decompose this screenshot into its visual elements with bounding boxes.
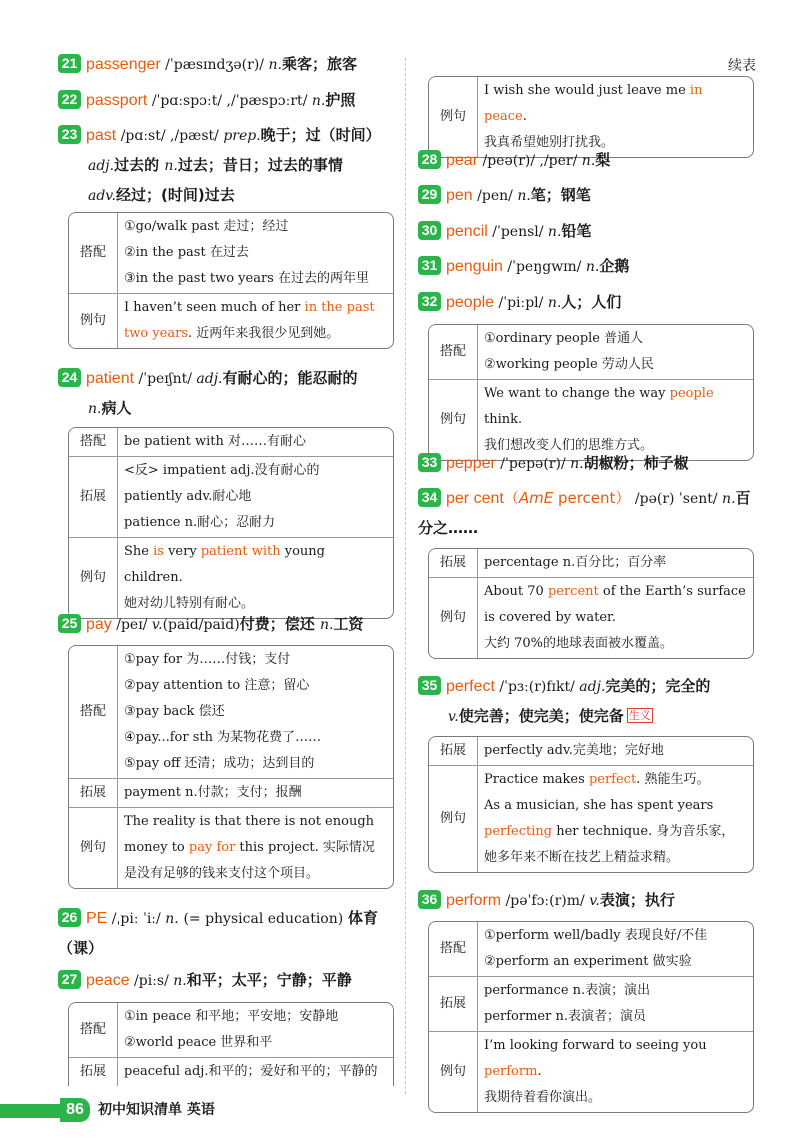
collocation: ④pay...for sth 为某物花费了……: [124, 730, 322, 745]
label-example: 例句: [69, 807, 118, 888]
phonetic: /pɑːst/ ,/pæst/: [116, 128, 224, 144]
part-of-speech: n.: [547, 295, 562, 311]
example-text: her technique. 身为音乐家，她多年来不断在技艺上精益求精。: [484, 824, 735, 865]
example-translation: 大约 70%的地球表面被水覆盖。: [484, 636, 674, 651]
collocation: ②pay attention to 注意；留心: [124, 678, 310, 693]
example-sentence: [118, 807, 393, 888]
phonetic: /ˈpensl/: [487, 224, 548, 240]
extension: payment n.付款；支付；报酬: [118, 778, 393, 807]
example-text: very: [163, 544, 201, 559]
example-text: I haven’t seen much of her: [124, 300, 305, 315]
new-meaning-tag: 生义: [628, 709, 651, 722]
column-divider: [405, 58, 406, 1094]
extension: performer n.表演者；演员: [484, 1009, 646, 1024]
entry-34-table: [428, 548, 754, 659]
example-highlight: patient with: [200, 544, 281, 559]
part-of-speech: n.: [517, 188, 531, 204]
entry-30: [418, 217, 756, 247]
example-text: As a musician, she has spent years: [484, 798, 714, 813]
extension: percentage n.百分比；百分率: [484, 555, 667, 570]
extension: performance n.表演；演出: [484, 983, 651, 998]
part-of-speech: n.: [173, 973, 187, 989]
collocation: ①go/walk past 走过；经过: [124, 219, 289, 234]
part-of-speech: v.: [151, 617, 163, 633]
phonetic: /piːs/: [129, 973, 174, 989]
variant-word: percent: [553, 489, 616, 507]
entry-35: [418, 672, 756, 732]
extension: peaceful adj.和平的；爱好和平的；平静的: [118, 1057, 393, 1086]
phonetic: /ˈpeɪʃnt/: [134, 371, 197, 387]
headword: pencil: [446, 223, 488, 240]
label-extension: 拓展: [429, 976, 478, 1031]
part-of-speech: n.: [581, 153, 596, 169]
meaning: 护照: [325, 91, 356, 109]
headword: pen: [446, 187, 473, 204]
label-example: 例句: [69, 537, 118, 618]
phonetic: /ˈpiːpl/: [494, 295, 548, 311]
part-of-speech: n.: [547, 224, 562, 240]
part-of-speech: n.: [570, 456, 584, 472]
variant-paren: （: [503, 489, 519, 507]
definition-note: (= physical education): [183, 911, 344, 927]
example-text: I’m looking forward to seeing you: [484, 1038, 707, 1053]
entry-number: 29: [418, 185, 441, 204]
example-highlight: percent: [547, 584, 599, 599]
entry-32-table: [428, 324, 754, 461]
example-text: She: [124, 544, 154, 559]
example-text: The reality is that there is not enough money to: [124, 814, 375, 855]
example-text: this project. 实际情况是没有足够的钱来支付这个项目。: [124, 840, 375, 881]
part-of-speech: prep.: [223, 128, 261, 144]
meaning: 企鹅: [599, 257, 630, 275]
example-sentence: [478, 577, 753, 658]
collocation: ②in the past 在过去: [124, 245, 249, 260]
entry-36-table: [428, 921, 754, 1113]
label-example: 例句: [429, 577, 478, 658]
label-example: 例句: [429, 765, 478, 872]
part-of-speech: v.: [589, 893, 600, 909]
entry-number: 31: [418, 256, 441, 275]
example-translation: 我们想改变人们的思维方式。: [484, 438, 654, 453]
part-of-speech: adj.: [196, 371, 223, 387]
example-sentence: [478, 765, 753, 872]
label-extension: 拓展: [69, 778, 118, 807]
entry-27: [58, 966, 396, 996]
meaning: 过去；昔日；过去的事情: [177, 156, 343, 174]
meaning: 笔；钢笔: [530, 186, 591, 204]
meaning: 病人: [101, 399, 132, 417]
example-sentence: [478, 77, 753, 157]
part-of-speech: v.: [448, 709, 459, 725]
entry-number: 35: [418, 676, 441, 695]
part-of-speech: adv.: [88, 188, 117, 204]
label-collocation: 搭配: [69, 646, 118, 778]
extension: perfectly adv.完美地；完好地: [484, 743, 664, 758]
entry-36: [418, 886, 756, 916]
label-example: 例句: [429, 379, 478, 460]
variant-label: AmE: [518, 489, 554, 507]
entry-number: 28: [418, 150, 441, 169]
collocation: ②perform an experiment 做实验: [484, 954, 692, 969]
meaning: 梨: [595, 151, 611, 169]
entry-number: 32: [418, 292, 441, 311]
phonetic: /peə(r)/ ,/per/: [478, 153, 582, 169]
entry-23: [58, 121, 396, 211]
page-number: 86: [60, 1098, 90, 1122]
example-text: I wish she would just leave me: [484, 83, 690, 98]
entry-number: 24: [58, 368, 81, 387]
example-highlight: in peace: [484, 83, 703, 124]
phonetic: /peɪ/: [111, 617, 152, 633]
entry-25-table: [68, 645, 394, 889]
entry-24: [58, 364, 396, 424]
entry-number: 23: [58, 125, 81, 144]
example-text: think.: [484, 412, 523, 427]
example-text: Practice makes: [484, 772, 589, 787]
meaning: 铅笔: [561, 222, 592, 240]
meaning: 乘客；旅客: [281, 55, 357, 73]
example-text: . 近两年来我很少见到她。: [187, 326, 340, 341]
example-text: .: [537, 1064, 542, 1079]
example-text: About 70: [484, 584, 548, 599]
label-extension: 拓展: [69, 1057, 118, 1086]
collocation: ①ordinary people 普通人: [484, 331, 644, 346]
meaning: 百分之……: [418, 489, 751, 537]
entry-21: [58, 50, 396, 80]
entry-number: 21: [58, 54, 81, 73]
label-extension: 拓展: [429, 549, 478, 577]
page-footer: [0, 1098, 800, 1124]
phonetic: /pəˈfɔː(r)m/: [501, 893, 590, 909]
meaning: 表演；执行: [599, 891, 675, 909]
extension: patiently adv.耐心地: [124, 489, 252, 504]
meaning: 完美的；完全的: [605, 677, 711, 695]
label-extension: 拓展: [429, 737, 478, 765]
label-extension: 拓展: [69, 456, 118, 537]
entry-number: 30: [418, 221, 441, 240]
example-highlight: perfect: [588, 772, 637, 787]
label-collocation: 搭配: [429, 922, 478, 976]
headword: penguin: [446, 258, 503, 275]
label-collocation: 搭配: [429, 325, 478, 379]
meaning: 和平；太平；宁静；平静: [186, 971, 352, 989]
headword: pear: [446, 152, 479, 169]
example-highlight: perform: [484, 1064, 538, 1079]
book-title: 初中知识清单 英语: [98, 1102, 215, 1118]
entry-24-table: [68, 427, 394, 619]
phonetic: /ˈpæsɪndʒə(r)/: [160, 57, 269, 73]
part-of-speech: n.: [311, 93, 326, 109]
part-of-speech: n.: [88, 401, 102, 417]
meaning: 使完善；使完美；使完备: [458, 707, 624, 725]
part-of-speech: n.: [165, 911, 179, 927]
collocation: ②world peace 世界和平: [124, 1035, 273, 1050]
collocation: ①pay for 为……付钱；支付: [124, 652, 291, 667]
example-text: of the Earth’s surface is covered by water.: [484, 584, 746, 625]
entry-32: [418, 288, 756, 318]
label-collocation: 搭配: [69, 428, 118, 456]
collocation: be patient with 对……有耐心: [124, 434, 307, 449]
entry-number: 27: [58, 970, 81, 989]
part-of-speech: n.: [585, 259, 600, 275]
collocation: ①perform well/badly 表现良好/不佳: [484, 928, 708, 943]
example-highlight: perfecting: [484, 824, 553, 839]
entry-34: [418, 484, 756, 543]
example-sentence: [118, 537, 393, 618]
entry-27-table: [68, 1002, 394, 1086]
headword: pay: [86, 616, 112, 633]
entry-number: 33: [418, 453, 441, 472]
example-translation: 她对幼儿特别有耐心。: [124, 596, 255, 611]
label-collocation: 搭配: [69, 1003, 118, 1057]
entry-35-table: [428, 736, 754, 873]
collocation: ①in peace 和平地；平安地；安静地: [124, 1009, 339, 1024]
extension: <反> impatient adj.没有耐心的: [124, 463, 320, 478]
example-sentence: [118, 293, 393, 348]
headword: passenger: [86, 56, 161, 73]
phonetic: /ˌpiː ˈiː/: [107, 911, 166, 927]
entry-33: [418, 449, 756, 479]
phonetic: /pen/: [472, 188, 518, 204]
part-of-speech: n.: [722, 491, 736, 507]
meaning: 工资: [333, 615, 364, 633]
meaning: 有耐心的；能忍耐的: [222, 369, 358, 387]
entry-29: [418, 181, 756, 211]
headword: perform: [446, 892, 502, 909]
label-example: 例句: [429, 77, 478, 157]
example-highlight: pay for: [188, 840, 236, 855]
footer-bar: [0, 1104, 60, 1118]
label-collocation: 搭配: [69, 213, 118, 293]
meaning: 人；人们: [561, 293, 622, 311]
entry-28: [418, 146, 756, 176]
continued-label: 续表: [728, 58, 756, 74]
headword: per cent: [446, 490, 504, 507]
entry-25: [58, 610, 396, 640]
entry-26: [58, 904, 396, 963]
example-translation: 我期待着看你演出。: [484, 1090, 602, 1105]
part-of-speech: n.: [164, 158, 178, 174]
headword: peace: [86, 972, 130, 989]
example-text: We want to change the way: [484, 386, 670, 401]
headword: people: [446, 294, 495, 311]
phonetic: /ˈpɑːspɔːt/ ,/ˈpæspɔːrt/: [147, 93, 312, 109]
entry-number: 26: [58, 908, 81, 927]
phonetic: /ˈpɜː(r)fɪkt/: [494, 679, 580, 695]
label-example: 例句: [429, 1031, 478, 1112]
meaning: 付费；偿还: [239, 615, 320, 633]
phonetic: /ˈpepə(r)/: [495, 456, 571, 472]
example-highlight: in the past two years: [124, 300, 375, 341]
phonetic: /ˈpeŋgwɪn/: [502, 259, 586, 275]
entry-number: 36: [418, 890, 441, 909]
headword: patient: [86, 370, 135, 387]
meaning: 胡椒粉；柿子椒: [583, 454, 689, 472]
headword: pepper: [446, 455, 496, 472]
part-of-speech: adj.: [579, 679, 606, 695]
example-highlight: people: [669, 386, 714, 401]
example-translation: 我真希望她别打扰我。: [484, 135, 615, 150]
example-sentence: [478, 379, 753, 460]
headword: perfect: [446, 678, 495, 695]
headword: PE: [86, 910, 108, 927]
meaning: 过去的: [114, 156, 165, 174]
example-text: . 熟能生巧。: [636, 772, 710, 787]
entry-31: [418, 252, 756, 282]
part-of-speech: n.: [319, 617, 334, 633]
collocation: ⑤pay off 还清；成功；达到目的: [124, 756, 315, 771]
meaning: 经过；(时间)过去: [116, 186, 235, 204]
entry-22: [58, 86, 396, 116]
example-highlight: is: [153, 544, 164, 559]
example-text: young children.: [124, 544, 325, 585]
entry-23-table: [68, 212, 394, 349]
example-text: .: [522, 109, 527, 124]
label-example: 例句: [69, 293, 118, 348]
extension: patience n.耐心；忍耐力: [124, 515, 276, 530]
verb-forms: (paid/paid): [162, 617, 240, 633]
headword: passport: [86, 92, 148, 109]
collocation: ③pay back 偿还: [124, 704, 225, 719]
collocation: ③in the past two years 在过去的两年里: [124, 271, 369, 286]
entry-number: 25: [58, 614, 81, 633]
collocation: ②working people 劳动人民: [484, 357, 654, 372]
phonetic: /pə(r) ˈsent/: [630, 491, 723, 507]
part-of-speech: n.: [268, 57, 282, 73]
part-of-speech: adj.: [88, 158, 115, 174]
meaning: 体育（课）: [58, 909, 379, 957]
entry-number: 34: [418, 488, 441, 507]
headword: past: [86, 127, 117, 144]
entry-number: 22: [58, 90, 81, 109]
variant-paren: ）: [615, 489, 631, 507]
meaning: 晚于；过（时间）: [260, 126, 381, 144]
